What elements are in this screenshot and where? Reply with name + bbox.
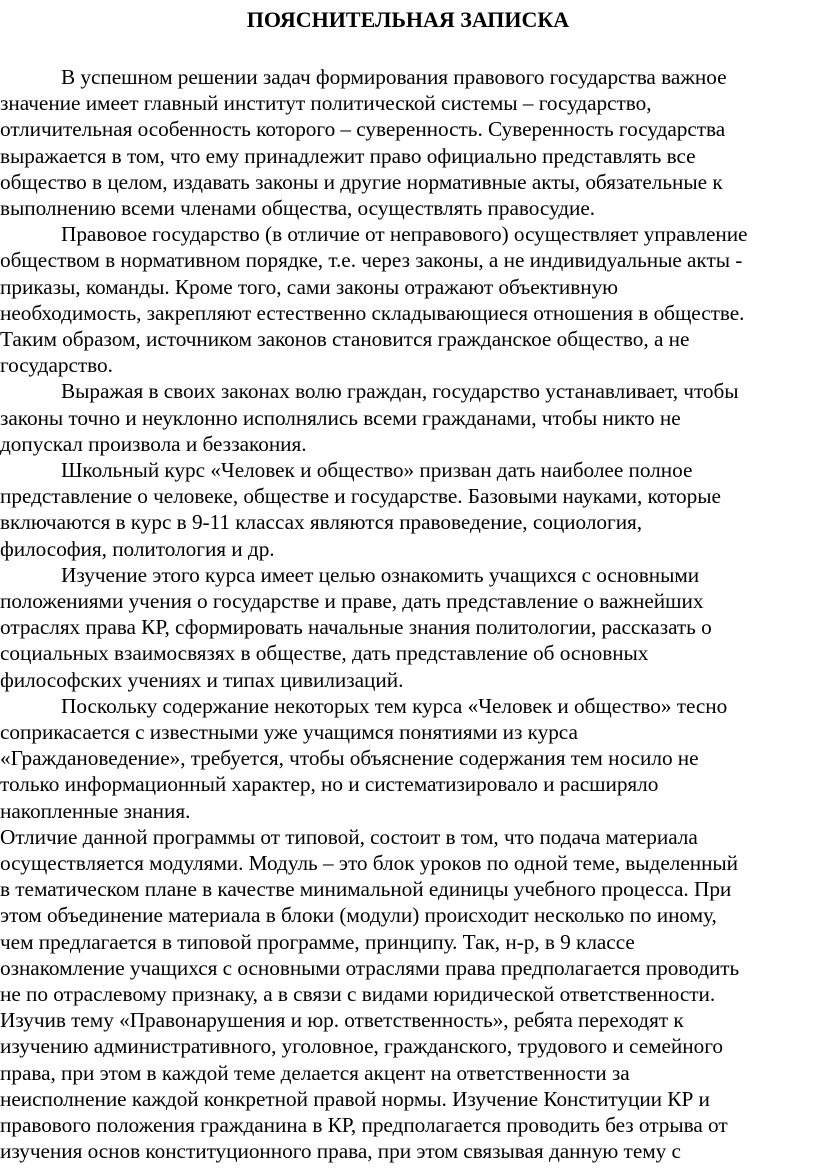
text-line: философских учениях и типах цивилизаций. (0, 667, 404, 692)
text-line: философия, политология и др. (0, 536, 275, 561)
text-line: необходимость, закрепляют естественно складывающиеся отношения в обществе. (0, 300, 745, 325)
text-line: Отличие данной программы от типовой, состоит в том, что подача материала (0, 824, 698, 849)
text-line: Поскольку содержание некоторых тем курса «Человек и общество» тесно (61, 693, 728, 718)
text-line: государство. (0, 353, 113, 378)
text-line: представление о человеке, обществе и государстве. Базовыми науками, которые (0, 484, 721, 509)
text-line: допускал произвола и беззакония. (0, 431, 307, 456)
text-line: отличительная особенность которого – суверенность. Суверенность государства (0, 117, 726, 142)
page-title: ПОЯСНИТЕЛЬНАЯ ЗАПИСКА (246, 7, 570, 32)
text-line: соприкасается с известными уже учащимся понятиями из курса (0, 720, 578, 744)
text-line: Изучив тему «Правонарушения и юр. ответственность», ребята переходят к (0, 1008, 684, 1033)
text-line: социальных взаимосвязях в обществе, дать представление об основных (0, 641, 649, 666)
text-line: чем предлагается в типовой программе, принципу. Так, н-р, в 9 классе (0, 929, 635, 954)
text-line: законы точно и неуклонно исполнялись всеми гражданами, чтобы никто не (0, 405, 681, 430)
text-line: Изучение этого курса имеет целью ознакомить учащихся с основными (61, 562, 700, 587)
text-line: приказы, команды. Кроме того, сами законы отражают объективную (0, 274, 619, 299)
text-line: В успешном решении задач формирования правового государства важное (61, 65, 727, 89)
text-line: Школьный курс «Человек и общество» призван дать наиболее полное (61, 458, 693, 482)
text-line: изучению административного, уголовное, гражданского, трудового и семейного (0, 1034, 723, 1059)
text-line: этом объединение материала в блоки (модули) происходит несколько по иному, (0, 903, 717, 928)
text-line: отраслях права КР, сформировать начальные знания политологии, рассказать о (0, 615, 712, 640)
text-line: не по отраслевому признаку, а в связи с видами юридической ответственности. (0, 982, 716, 1006)
text-line: положениями учения о государстве и праве, дать представление о важнейших (0, 589, 704, 613)
text-line: включаются в курс в 9-11 классах являются правоведение, социология, (0, 510, 643, 535)
text-line: Выражая в своих законах волю граждан, государство устанавливает, чтобы (61, 379, 739, 404)
text-line: неисполнение каждой конкретной правой нормы. Изучение Конституции КР и (0, 1086, 710, 1111)
text-line: права, при этом в каждой теме делается акцент на ответственности за (0, 1060, 630, 1085)
text-line: выражается в том, что ему принадлежит право официально представлять все (0, 143, 696, 168)
text-line: изучения основ конституционного права, при этом связывая данную тему с (0, 1139, 681, 1164)
text-line: выполнению всеми членами общества, осуществлять правосудие. (0, 196, 596, 220)
text-line: ознакомление учащихся с основными отраслями права предполагается проводить (0, 955, 740, 980)
text-line: Правовое государство (в отличие от неправового) осуществляет управление (61, 222, 748, 247)
text-line: осуществляется модулями. Модуль – это блок уроков по одной теме, выделенный (0, 851, 739, 875)
text-line: общество в целом, издавать законы и другие нормативные акты, обязательные к (0, 169, 723, 194)
text-line: правового положения гражданина в КР, предполагается проводить без отрыва от (0, 1113, 728, 1137)
text-line: обществом в нормативном порядке, т.е. через законы, а не индивидуальные акты - (0, 248, 743, 273)
text-line: в тематическом плане в качестве минимальной единицы учебного процесса. При (0, 877, 732, 902)
text-line: Таким образом, источником законов становится гражданское общество, а не (0, 327, 690, 351)
text-line: значение имеет главный институт политической системы – государство, (0, 91, 652, 116)
text-line: накопленные знания. (0, 798, 191, 823)
text-line: только информационный характер, но и систематизировало и расширяло (0, 772, 659, 797)
text-line: «Граждановедение», требуется, чтобы объяснение содержания тем носило не (0, 746, 699, 771)
